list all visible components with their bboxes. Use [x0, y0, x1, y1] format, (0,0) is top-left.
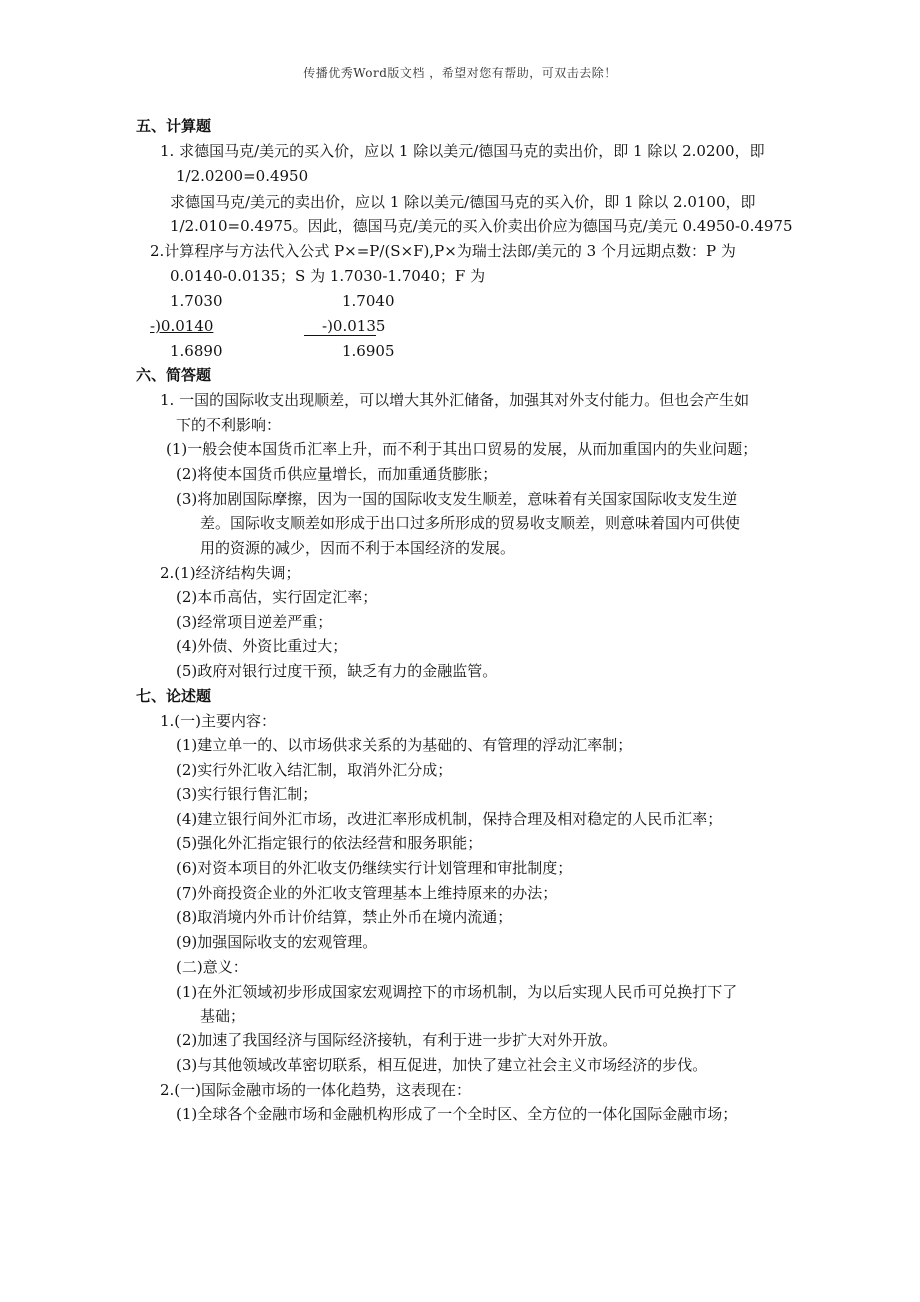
section-6-title: 六、简答题: [136, 366, 212, 384]
calc-subtrahend: -)0.0135: [322, 317, 386, 335]
list-item: (2)本币高估，实行固定汇率；: [176, 588, 378, 606]
list-item: (1)建立单一的、以市场供求关系的为基础的、有管理的浮动汇率制；: [176, 736, 633, 754]
list-item-continued: 基础；: [200, 1007, 246, 1025]
paragraph-line: 1/2.010=0.4975。因此，德国马克/美元的买入价卖出价应为德国马克/美元 0.4950-0.4975: [170, 217, 793, 235]
calc-result: 1.6890: [170, 342, 223, 360]
paragraph-line: 0.0140-0.0135；S 为 1.7030-1.7040；F 为: [170, 267, 486, 285]
paragraph-line: 2.(一)国际金融市场的一体化趋势，这表现在：: [160, 1081, 472, 1099]
list-item: (5)强化外汇指定银行的依法经营和服务职能；: [176, 834, 483, 852]
list-item: (3)与其他领域改革密切联系，相互促进，加快了建立社会主义市场经济的步伐。: [176, 1056, 708, 1074]
list-item: (6)对资本项目的外汇收支仍继续实行计划管理和审批制度；: [176, 859, 573, 877]
subsection-heading: (二)意义：: [176, 958, 248, 976]
paragraph-line: 1.(一)主要内容：: [160, 712, 277, 730]
list-item: (1)全球各个金融市场和金融机构形成了一个全时区、全方位的一体化国际金融市场；: [176, 1105, 738, 1123]
calc-value: 1.7040: [342, 292, 395, 310]
calc-value: 1.7030: [170, 292, 223, 310]
list-item-continued: 用的资源的减少，因而不利于本国经济的发展。: [200, 539, 516, 557]
paragraph-line: 求德国马克/美元的卖出价，应以 1 除以美元/德国马克的买入价，即 1 除以 2.0100，即: [170, 193, 756, 211]
list-item: (4)建立银行间外汇市场，改进汇率形成机制，保持合理及相对稳定的人民币汇率；: [176, 810, 723, 828]
section-7-title: 七、论述题: [136, 687, 212, 705]
paragraph-line: 1/2.0200=0.4950: [176, 167, 309, 185]
list-item: (2)实行外汇收入结汇制，取消外汇分成；: [176, 761, 453, 779]
paragraph-line: 1. 求德国马克/美元的买入价，应以 1 除以美元/德国马克的卖出价，即 1 除以 2.0200，即: [160, 142, 765, 160]
paragraph-line: 2.计算程序与方法代入公式 P×=P/(S×F),P×为瑞士法郎/美元的 3 个月远期点数：P 为: [150, 242, 736, 260]
list-item: (3)将加剧国际摩擦，因为一国的国际收支发生顺差，意味着有关国家国际收支发生逆: [176, 490, 738, 508]
list-item: (8)取消境内外币计价结算，禁止外币在境内流通；: [176, 908, 513, 926]
calc-subtrahend: -)0.0140: [150, 317, 214, 335]
page-header-notice: 传播优秀Word版文档 ，希望对您有帮助，可双击去除！: [303, 66, 617, 80]
list-item: (4)外债、外资比重过大；: [176, 637, 348, 655]
calc-result: 1.6905: [342, 342, 395, 360]
list-item: (7)外商投资企业的外汇收支管理基本上维持原来的办法；: [176, 884, 558, 902]
list-item: (3)实行银行售汇制；: [176, 785, 318, 803]
list-item: (2)将使本国货币供应量增长，而加重通货膨胀；: [176, 465, 498, 483]
list-item: (9)加强国际收支的宏观管理。: [176, 933, 378, 951]
list-item: 2.(1)经济结构失调；: [160, 564, 301, 582]
paragraph-line: 下的不利影响：: [176, 416, 282, 434]
list-item: (1)在外汇领域初步形成国家宏观调控下的市场机制，为以后实现人民币可兑换打下了: [176, 983, 738, 1001]
paragraph-line: 1. 一国的国际收支出现顺差，可以增大其外汇储备，加强其对外支付能力。但也会产生如: [160, 391, 750, 409]
list-item: (3)经常项目逆差严重；: [176, 613, 333, 631]
list-item-continued: 差。国际收支顺差如形成于出口过多所形成的贸易收支顺差，则意味着国内可供使: [200, 514, 741, 532]
section-5-title: 五、计算题: [136, 117, 212, 135]
list-item: (2)加速了我国经济与国际经济接轨，有利于进一步扩大对外开放。: [176, 1031, 618, 1049]
list-item: (5)政府对银行过度干预，缺乏有力的金融监管。: [176, 662, 498, 680]
list-item: (1)一般会使本国货币汇率上升，而不利于其出口贸易的发展，从而加重国内的失业问题；: [166, 440, 758, 458]
